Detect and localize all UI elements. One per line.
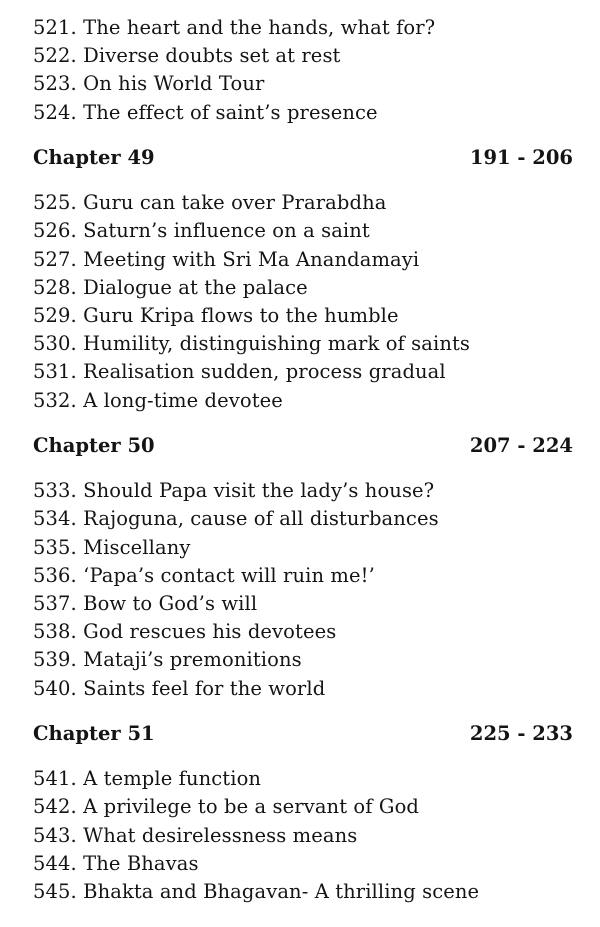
toc-entry bbox=[33, 358, 573, 386]
entry-title: A long-time devotee bbox=[83, 388, 283, 412]
entry-number: 540. bbox=[33, 676, 77, 700]
entry-title: The Bhavas bbox=[83, 851, 199, 875]
toc-entry bbox=[33, 330, 573, 358]
entry-title: Guru Kripa flows to the humble bbox=[83, 304, 399, 327]
entry-number: 522. bbox=[33, 44, 77, 68]
toc-entry bbox=[33, 189, 573, 217]
entry-number: 539. bbox=[33, 648, 77, 672]
entry-number: 528. bbox=[33, 275, 77, 299]
entry-title: A temple function bbox=[83, 767, 262, 791]
chapter-label: Chapter 51 bbox=[33, 721, 155, 745]
entry-title: Mataji’s premonitions bbox=[83, 648, 302, 672]
toc-entry bbox=[33, 822, 573, 850]
entry-title: Bow to God’s will bbox=[83, 592, 258, 615]
toc-entry bbox=[33, 765, 573, 793]
entry-number: 537. bbox=[33, 592, 77, 615]
chapter-heading bbox=[33, 720, 573, 748]
entry-title: Diverse doubts set at rest bbox=[83, 44, 341, 68]
toc-entry bbox=[33, 302, 573, 330]
toc-entry bbox=[33, 850, 573, 878]
toc-entry bbox=[33, 618, 573, 646]
entry-title: Bhakta and Bhagavan- A thrilling scene bbox=[83, 880, 480, 903]
toc-entry bbox=[33, 646, 573, 674]
toc-entry bbox=[33, 14, 573, 42]
chapter-heading bbox=[33, 144, 573, 172]
entry-title: The effect of saint’s presence bbox=[83, 100, 378, 124]
entry-list bbox=[33, 477, 573, 703]
entry-number: 531. bbox=[33, 360, 77, 384]
entry-title: Meeting with Sri Ma Anandamayi bbox=[83, 247, 420, 271]
toc-entry bbox=[33, 246, 573, 274]
entry-title: Miscellany bbox=[83, 535, 191, 559]
entry-number: 521. bbox=[33, 16, 77, 39]
chapter-page-range: 207 - 224 bbox=[469, 433, 573, 457]
entry-number: 541. bbox=[33, 767, 77, 791]
entry-number: 536. bbox=[33, 563, 77, 587]
entry-number: 530. bbox=[33, 332, 77, 356]
toc-entry bbox=[33, 590, 573, 618]
entry-title: Saturn’s influence on a saint bbox=[83, 219, 370, 243]
entry-number: 542. bbox=[33, 795, 77, 819]
entry-title: Dialogue at the palace bbox=[83, 275, 308, 299]
entry-title: A privilege to be a servant of God bbox=[83, 795, 419, 819]
entry-number: 538. bbox=[33, 620, 77, 644]
toc-entry bbox=[33, 387, 573, 415]
toc-entry bbox=[33, 274, 573, 302]
toc-entry bbox=[33, 217, 573, 245]
toc-entry bbox=[33, 562, 573, 590]
toc-entry bbox=[33, 878, 573, 906]
toc-entry bbox=[33, 99, 573, 127]
toc-entry bbox=[33, 42, 573, 70]
entry-number: 523. bbox=[33, 72, 77, 96]
entry-number: 527. bbox=[33, 247, 77, 271]
toc-entry bbox=[33, 505, 573, 533]
entry-number: 533. bbox=[33, 479, 77, 503]
entry-number: 545. bbox=[33, 880, 77, 903]
chapter-page-range: 225 - 233 bbox=[469, 721, 573, 745]
entry-title: Rajoguna, cause of all disturbances bbox=[83, 507, 439, 531]
entry-title: God rescues his devotees bbox=[83, 620, 337, 644]
entry-number: 535. bbox=[33, 535, 77, 559]
entry-number: 534. bbox=[33, 507, 77, 531]
entry-number: 532. bbox=[33, 388, 77, 412]
entry-number: 526. bbox=[33, 219, 77, 243]
table-of-contents bbox=[33, 14, 573, 906]
entry-list bbox=[33, 14, 573, 127]
entry-number: 544. bbox=[33, 851, 77, 875]
toc-entry bbox=[33, 675, 573, 703]
entry-title: ‘Papa’s contact will ruin me!’ bbox=[83, 563, 375, 587]
entry-title: Should Papa visit the lady’s house? bbox=[83, 479, 435, 503]
toc-entry bbox=[33, 477, 573, 505]
entry-list bbox=[33, 765, 573, 906]
entry-list bbox=[33, 189, 573, 415]
entry-number: 543. bbox=[33, 823, 77, 847]
entry-title: The heart and the hands, what for? bbox=[83, 16, 436, 39]
toc-entry bbox=[33, 793, 573, 821]
entry-number: 524. bbox=[33, 100, 77, 124]
entry-number: 525. bbox=[33, 191, 77, 215]
entry-title: Realisation sudden, process gradual bbox=[83, 360, 446, 384]
entry-title: Guru can take over Prarabdha bbox=[83, 191, 387, 215]
entry-number: 529. bbox=[33, 304, 77, 327]
entry-title: Humility, distinguishing mark of saints bbox=[83, 332, 471, 356]
chapter-heading bbox=[33, 432, 573, 460]
entry-title: On his World Tour bbox=[83, 72, 265, 96]
chapter-label: Chapter 50 bbox=[33, 433, 155, 457]
entry-title: Saints feel for the world bbox=[83, 676, 326, 700]
toc-entry bbox=[33, 534, 573, 562]
entry-title: What desirelessness means bbox=[83, 823, 358, 847]
chapter-page-range: 191 - 206 bbox=[469, 145, 573, 169]
chapter-label: Chapter 49 bbox=[33, 145, 155, 169]
toc-entry bbox=[33, 70, 573, 98]
